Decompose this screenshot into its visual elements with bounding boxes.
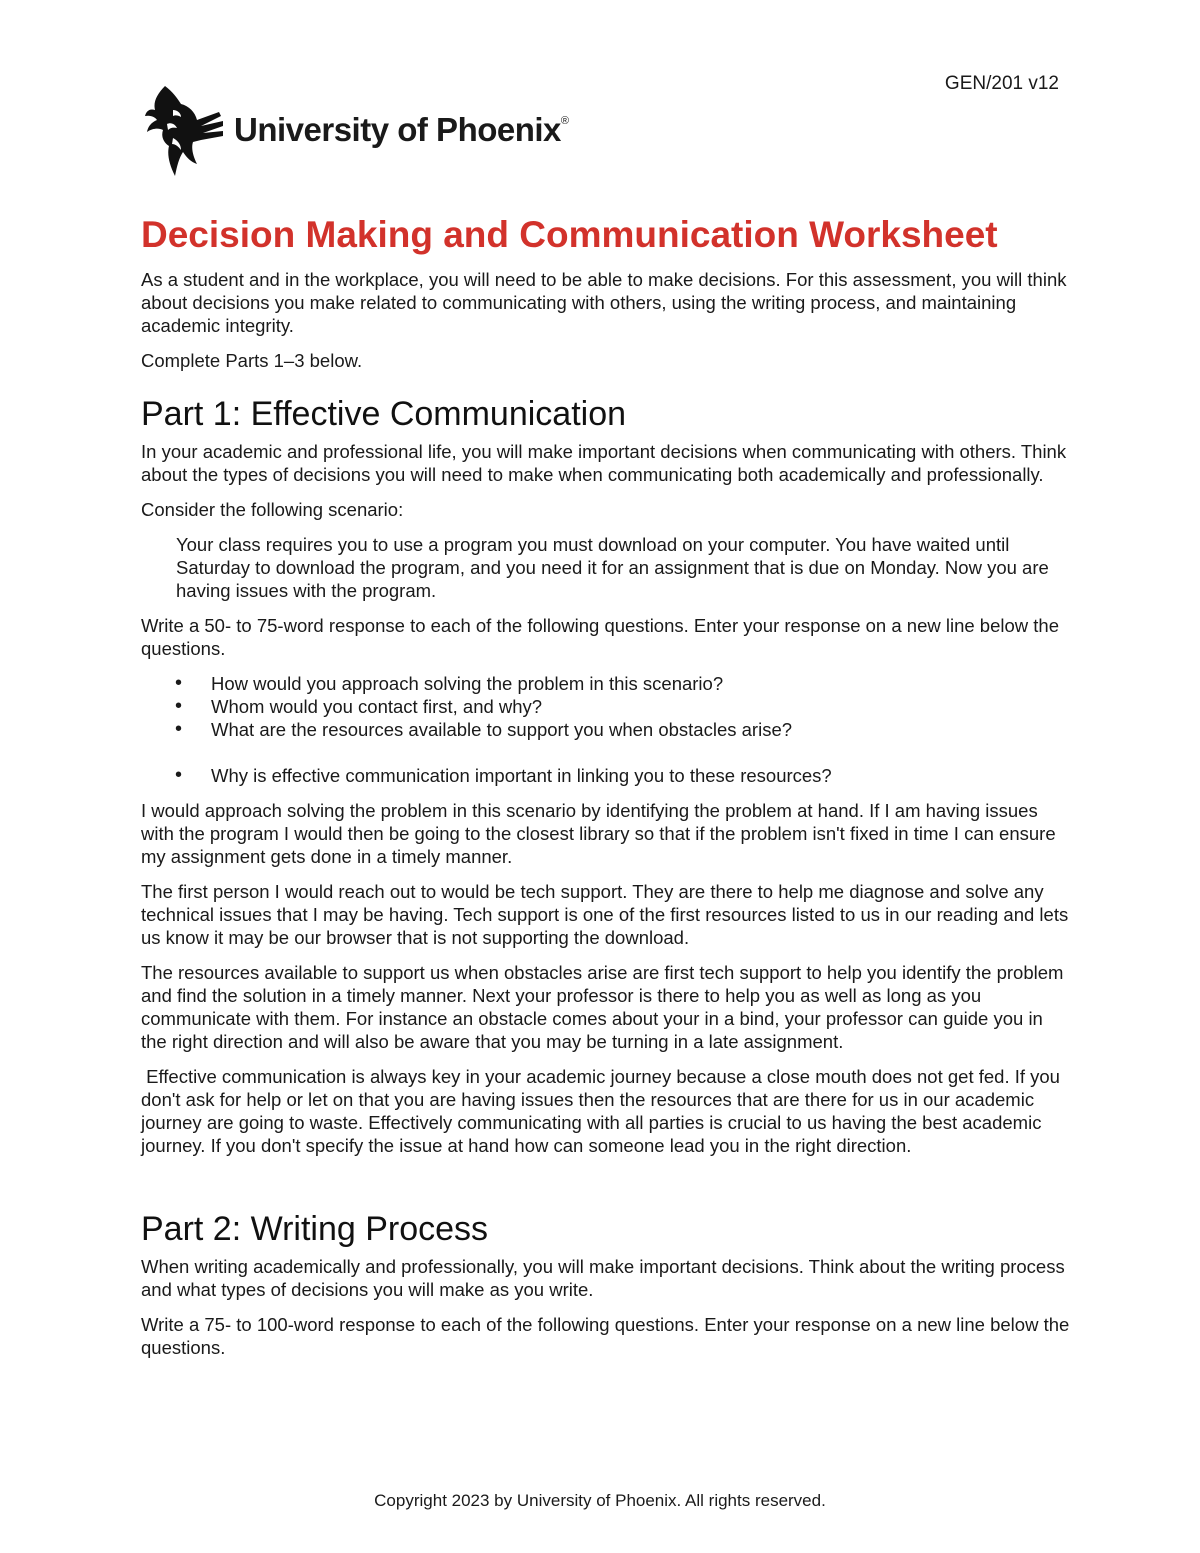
part1-instructions: Write a 50- to 75-word response to each of the following questions. Enter your response on a new line below the questions. [141, 615, 1059, 659]
list-item: • What are the resources available to support you when obstacles arise? [175, 718, 1071, 741]
course-code: GEN/201 v12 [944, 73, 1059, 94]
intro-instruction: Complete Parts 1–3 below. [141, 350, 363, 371]
part1-question-list [141, 672, 1071, 787]
part2-instructions: Write a 75- to 100-word response to each of the following questions. Enter your response on a new line below the questions. [141, 1314, 1070, 1358]
page-title: Decision Making and Communication Worksheet [141, 214, 998, 255]
intro-paragraph: As a student and in the workplace, you will need to be able to make decisions. For this assessment, you will think about decisions you make related to communicating with others, using the writing process, and maintaining academic integrity. [141, 269, 1067, 336]
response-paragraph: Effective communication is always key in your academic journey because a close mouth does not get fed. If you don't ask for help or let on that you are having issues then the resources that are there for us in our academic journey are going to waste. Effectively communicating with all parties is crucial to us having the best academic journey. If you don't specify the issue at hand how can someone lead you in the right direction. [141, 1066, 1066, 1156]
list-item: • Why is effective communication important in linking you to these resources? [175, 764, 1071, 787]
part2-intro: When writing academically and professionally, you will make important decisions. Think about the writing process and what types of decisions you will make as you write. [141, 1256, 1065, 1300]
part1-intro: In your academic and professional life, you will make important decisions when communicating with others. Think about the types of decisions you will need to make when communicating both academically and professionally. [141, 441, 1067, 485]
response-paragraph: The resources available to support us when obstacles arise are first tech support to help you identify the problem and find the solution in a timely manner. Next your professor is there to help you as well as long as you communicate with them. For instance an obstacle comes about your in a bind, your professor can guide you in the right direction and will also be aware that you may be turning in a late assignment. [141, 962, 1064, 1052]
response-paragraph: The first person I would reach out to would be tech support. They are there to help me diagnose and solve any technical issues that I may be having. Tech support is one of the first resources listed to us in our reading and lets us know it may be our browser that is not supporting the download. [141, 881, 1069, 948]
scenario-label: Consider the following scenario: [141, 499, 404, 520]
worksheet-content [141, 212, 1071, 1371]
list-item: • How would you approach solving the problem in this scenario? [175, 672, 1071, 695]
copyright-footer: Copyright 2023 by University of Phoenix. All rights reserved. [374, 1491, 826, 1510]
part1-heading: Part 1: Effective Communication [141, 395, 627, 433]
logo-wordmark [234, 111, 569, 149]
scenario-text: Your class requires you to use a program you must download on your computer. You have waited until Saturday to download the program, and you need it for an assignment that is due on Monday. Now you are having issues with the program. [176, 534, 1049, 601]
logo-text: University of Phoenix [234, 111, 561, 148]
registered-mark: ® [560, 115, 569, 127]
list-item: • Whom would you contact first, and why? [175, 695, 1071, 718]
university-logo [143, 84, 569, 179]
part2-heading: Part 2: Writing Process [141, 1210, 489, 1248]
response-paragraph: I would approach solving the problem in this scenario by identifying the problem at hand. If I am having issues with the program I would then be going to the closest library so that if the problem isn't fixed in time I can ensure my assignment gets done in a timely manner. [141, 800, 1056, 867]
phoenix-bird-icon [143, 84, 225, 179]
